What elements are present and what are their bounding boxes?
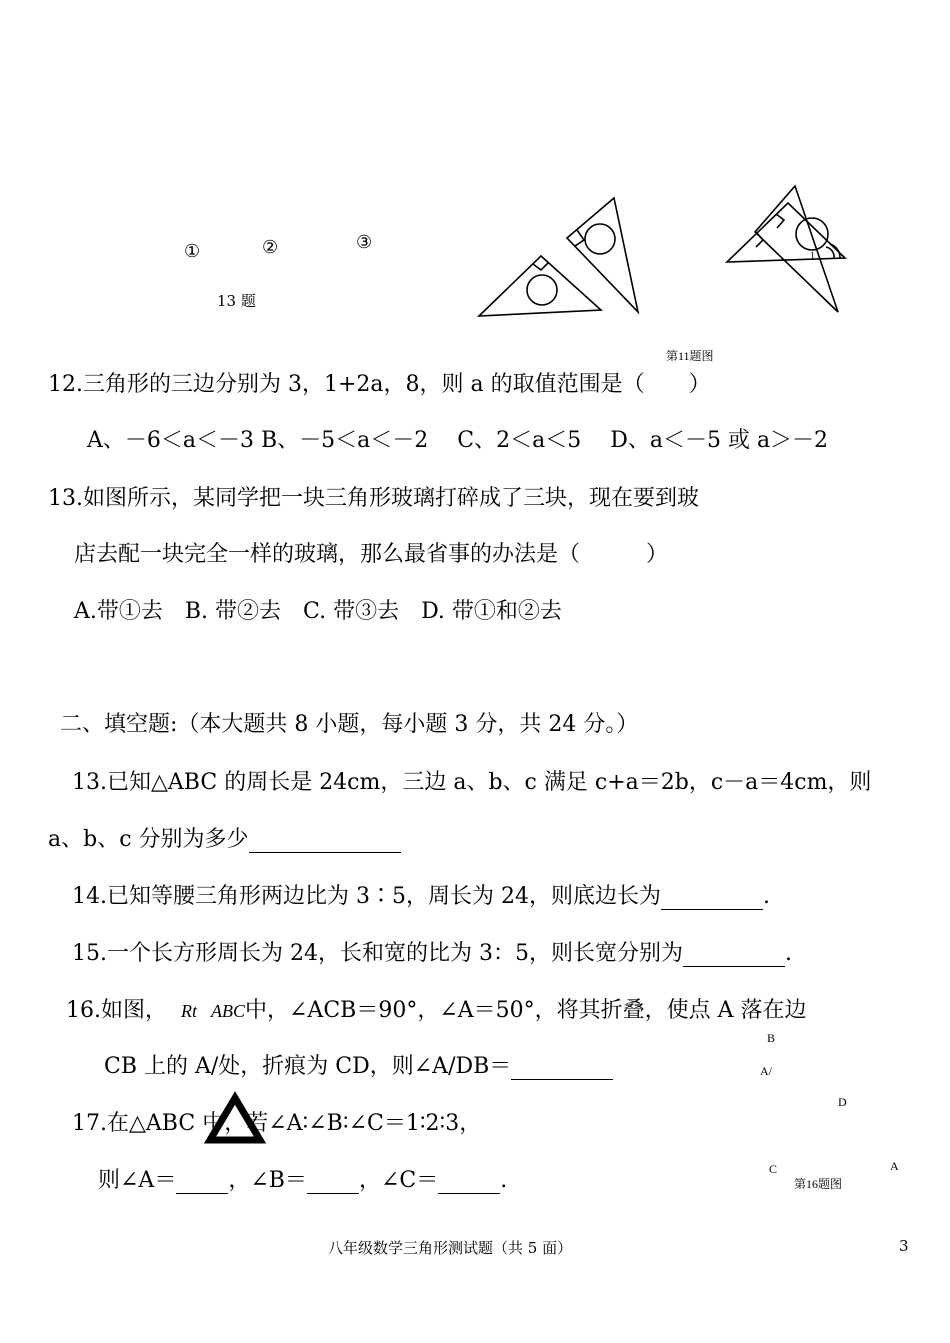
f17-l2d: . bbox=[500, 1168, 508, 1193]
fig16-label-a: A bbox=[890, 1159, 899, 1173]
f17-angle-c-blank[interactable] bbox=[438, 1171, 500, 1194]
f14-end: . bbox=[762, 884, 770, 909]
figure-16-caption: 第16题图 bbox=[794, 1177, 843, 1191]
f13-line2-text: a、b、c 分别为多少 bbox=[48, 827, 249, 852]
f15-text: 15.一个长方形周长为 24，长和宽的比为 3：5，则长宽分别为 bbox=[72, 941, 683, 966]
f15-end: . bbox=[784, 941, 792, 966]
set-square-left bbox=[479, 256, 601, 316]
f16-rt: Rt bbox=[181, 1001, 197, 1021]
f17-angle-b-blank[interactable] bbox=[307, 1171, 359, 1194]
q13-line2: 店去配一块完全一样的玻璃，那么最省事的办法是（ ） bbox=[74, 542, 669, 567]
figure-11-set-squares bbox=[0, 0, 950, 360]
angle-arc-inner bbox=[826, 247, 834, 258]
right-angle-mark-right-2 bbox=[756, 232, 763, 247]
triangle-middle-hole bbox=[585, 224, 615, 254]
triangle-middle bbox=[567, 198, 638, 312]
figure-13-caption: 13 题 bbox=[217, 292, 256, 310]
right-angle-mark-left bbox=[533, 263, 548, 270]
q13-line1: 13.如图所示，某同学把一块三角形玻璃打碎成了三块，现在要到玻 bbox=[48, 486, 699, 511]
f13-line1: 13.已知△ABC 的周长是 24cm，三边 a、b、c 满足 c+a＝2b，c－a＝4cm，则 bbox=[72, 770, 872, 795]
section-2-heading: 二、填空题:（本大题共 8 小题，每小题 3 分，共 24 分。） bbox=[60, 712, 639, 737]
q12-options: A、－6＜a＜－3 B、－5＜a＜－2 C、2＜a＜5 D、a＜－5 或 a＞－2 bbox=[87, 428, 829, 453]
f16-answer-blank[interactable] bbox=[511, 1057, 613, 1080]
triangle-left bbox=[479, 256, 601, 316]
triangle-right-a bbox=[755, 186, 838, 312]
f16-line2-text: CB 上的 A/处，折痕为 CD，则∠A/DB＝ bbox=[104, 1054, 512, 1079]
triangle-left-hole bbox=[527, 275, 557, 305]
f17-l2b: ，∠B＝ bbox=[228, 1168, 307, 1193]
f14-answer-blank[interactable] bbox=[661, 887, 763, 910]
footer-title: 八年级数学三角形测试题（共 5 面） bbox=[328, 1239, 573, 1257]
f17-l2c: ，∠C＝ bbox=[358, 1168, 439, 1193]
set-square-middle bbox=[567, 198, 638, 312]
f16-line2 bbox=[104, 1049, 613, 1080]
set-square-right-overlap bbox=[727, 186, 845, 312]
f16-rest: 中，∠ACB＝90°，∠A＝50°，将其折叠，使点 A 落在边 bbox=[245, 998, 807, 1023]
f16-abc: ABC bbox=[211, 1001, 245, 1021]
f16-prefix: 16.如图， bbox=[66, 998, 167, 1023]
fig16-label-a-prime: A/ bbox=[760, 1064, 772, 1078]
f17-line2 bbox=[98, 1163, 507, 1194]
q12-stem: 12.三角形的三边分别为 3，1+2a，8，则 a 的取值范围是（ ） bbox=[48, 372, 711, 397]
fig16-label-d: D bbox=[838, 1095, 847, 1109]
f15-line bbox=[72, 936, 792, 967]
piece-1-label: ① bbox=[184, 241, 201, 262]
f14-line bbox=[72, 879, 770, 910]
f13-line2 bbox=[48, 822, 401, 853]
angle-1-label: 1 bbox=[810, 251, 815, 262]
piece-3-label: ③ bbox=[356, 232, 373, 253]
fig16-label-c: C bbox=[769, 1162, 778, 1176]
right-angle-mark-middle bbox=[575, 230, 584, 246]
fig16-label-b: B bbox=[767, 1031, 776, 1045]
q13-options: A.带①去 B. 带②去 C. 带③去 D. 带①和②去 bbox=[74, 599, 562, 624]
f16-line1 bbox=[66, 993, 807, 1024]
figure-11-caption: 第11题图 bbox=[666, 349, 714, 363]
f15-answer-blank[interactable] bbox=[683, 944, 785, 967]
page-number: 3 bbox=[899, 1237, 909, 1255]
right-angle-mark-right-1 bbox=[776, 214, 784, 228]
f17-line1: 17.在△ABC 中，若∠A∶∠B∶∠C＝1∶2∶3， bbox=[72, 1111, 482, 1136]
triangle-symbol bbox=[202, 1090, 262, 1150]
f17-l2a: 则∠A＝ bbox=[98, 1168, 177, 1193]
f14-text: 14.已知等腰三角形两边比为 3∶5，周长为 24，则底边长为 bbox=[72, 884, 661, 909]
piece-2-label: ② bbox=[262, 237, 279, 258]
f17-angle-a-blank[interactable] bbox=[176, 1171, 228, 1194]
f13-answer-blank[interactable] bbox=[249, 830, 401, 853]
